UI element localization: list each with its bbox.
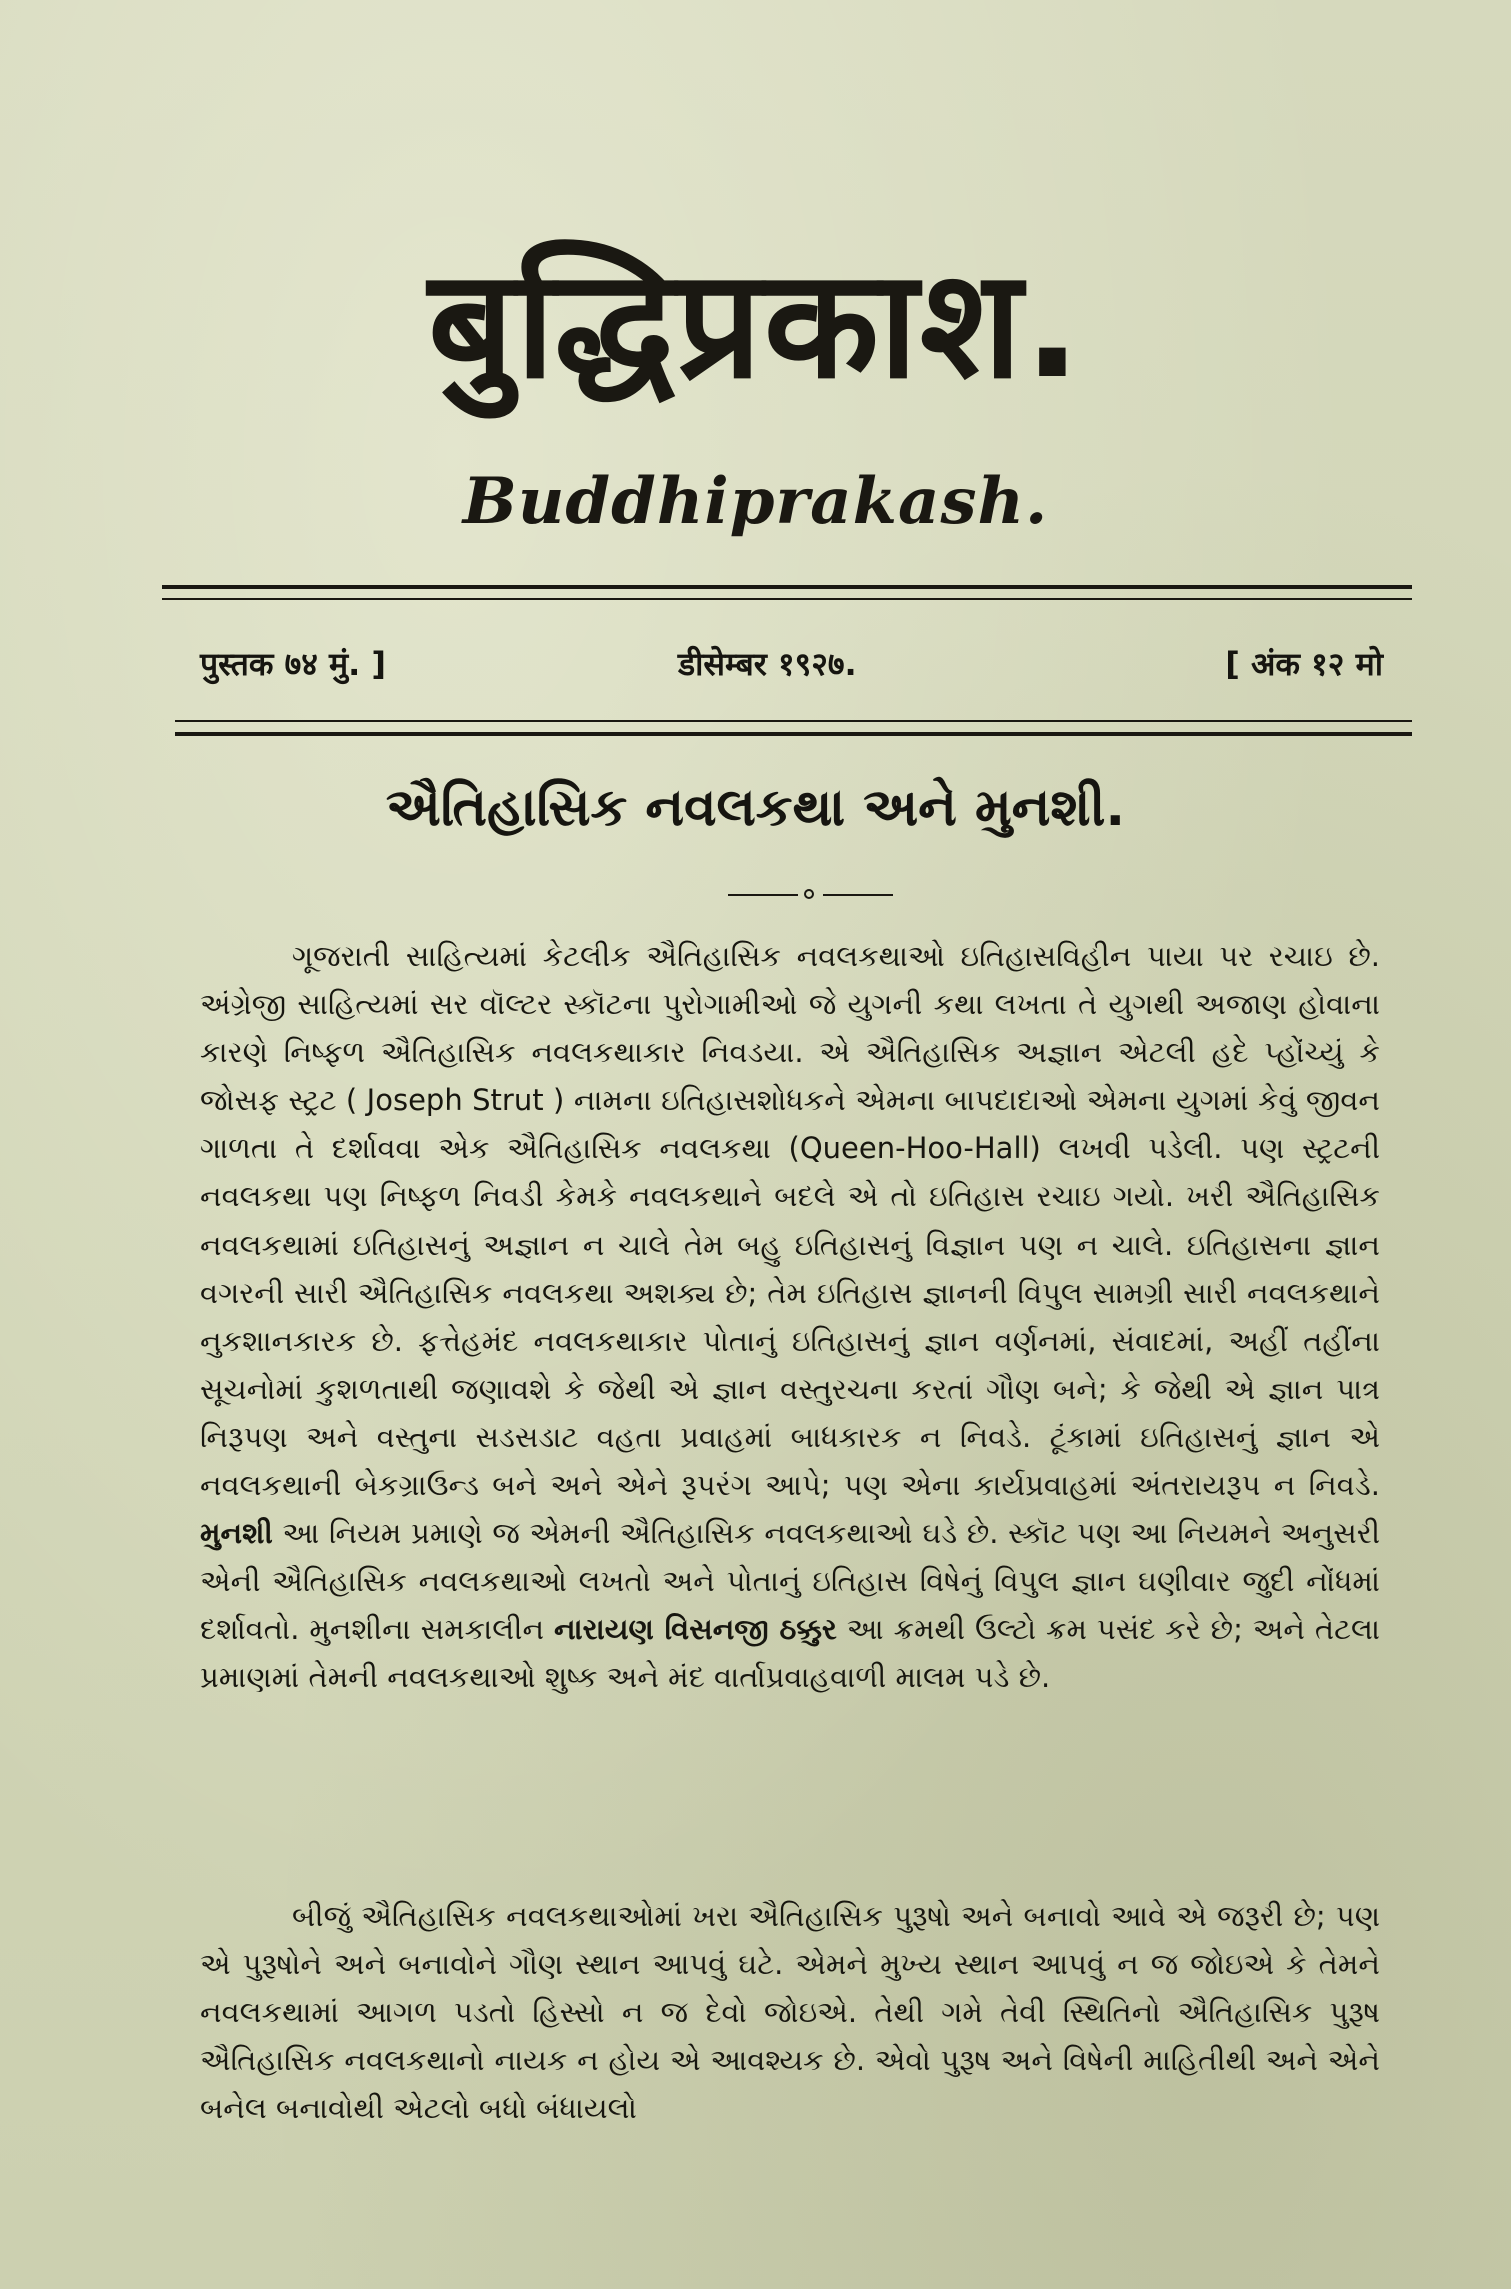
- issue-volume: पुस्तक ७४ मुं. ]: [200, 645, 387, 683]
- masthead-title-latin: Buddhiprakash.: [462, 464, 1049, 539]
- title-separator: [728, 888, 893, 902]
- header-rule-thin: [162, 598, 1412, 600]
- paragraph-text: ગૂજરાતી સાહિત્યમાં કેટલીક ઐતિહાસિક નવલકથાઓ ઇતિહાસવિહીન પાયા પર રચાઇ છે. અંગ્રેજી સાહિત્યમાં સર વૉલ્ટર સ્કૉટના પુરોગામીઓ જે યુગની કથા લખતા તે યુગથી અજાણ હોવાના કારણે નિષ્ફળ ઐતિહાસિક નવલકથાકાર નિવડયા. એ ઐતિહાસિક અજ્ઞાન એટલી હદે પ્હોંચ્યું કે જોસફ સ્ટ્રટ ( Joseph Strut ) નામના ઇતિહાસશોધકને એમના બાપદાદાઓ એમના યુગમાં કેવું જીવન ગાળતા તે દર્શાવવા એક ઐતિહાસિક નવલકથા (Queen-Hoo-Hall) લખવી પડેલી. પણ સ્ટ્રટની નવલકથા પણ નિષ્ફળ નિવડી કેમકે નવલકથાને બદલે એ તો ઇતિહાસ રચાઇ ગયો. ખરી ઐતિહાસિક નવલકથામાં ઇતિહાસનું અજ્ઞાન ન ચાલે તેમ બહુ ઇતિહાસનું વિજ્ઞાન પણ ન ચાલે. ઇતિહાસના જ્ઞાન વગરની સારી ઐતિહાસિક નવલકથા અશક્ય છે; તેમ ઇતિહાસ જ્ઞાનની વિપુલ સામગ્રી સારી નવલકથાને નુકશાનકારક છે. ફત્તેહમંદ નવલકથાકાર પોતાનું ઇતિહાસનું જ્ઞાન વર્ણનમાં, સંવાદમાં, અહીં તહીંના સૂચનોમાં કુશળતાથી જણાવશે કે જેથી એ જ્ઞાન વસ્તુરચના કરતાં ગૌણ બને; કે જેથી એ જ્ઞાન પાત્ર નિરૂપણ અને વસ્તુના સડસડાટ વહતા પ્રવાહમાં બાધકારક ન નિવડે. ટૂંકામાં ઇતિહાસનું જ્ઞાન એ નવલકથાની બેકગ્રાઉન્ડ બને અને એને રૂપરંગ આપે; પણ એના કાર્યપ્રવાહમાં અંતરાયરૂપ ન નિવડે.: [200, 939, 1380, 1503]
- paragraph-text: આ નિયમ પ્રમાણે જ એમની ઐતિહાસિક નવલકથાઓ ઘડે છે. સ્કૉટ પણ આ નિયમને અનુસરી એની ઐતિહાસિક નવલકથાઓ લખતો અને પોતાનું ઇતિહાસ વિષેનું વિપુલ જ્ઞાન ઘણીવાર જુદી નોંધમાં દર્શાવતો. મુનશીના સમકાલીન: [200, 1516, 1380, 1647]
- article-paragraph-1: [200, 932, 1380, 1702]
- issue-number: [ अंक १२ मो: [1225, 645, 1383, 683]
- masthead-title-devanagari: बुद्धिप्रकाश.: [428, 238, 1083, 412]
- issue-rule-thick: [175, 732, 1412, 736]
- issue-date: डीसेम्बर १९२७.: [678, 645, 857, 683]
- author-name-thakkur: નારાયણ વિસનજી ઠક્કુર: [553, 1612, 837, 1647]
- paragraph-text: બીજું ઐતિહાસિક નવલકથાઓમાં ખરા ઐતિહાસિક પુરૂષો અને બનાવો આવે એ જરૂરી છે; પણ એ પુરૂષોને અને બનાવોને ગૌણ સ્થાન આપવું ઘટે. એમને મુખ્ય સ્થાન આપવું ન જ જોઇએ કે તેમને નવલકથામાં આગળ પડતો હિસ્સો ન જ દેવો જોઇએ. તેથી ગમે તેવી સ્થિતિનો ઐતિહાસિક પુરૂષ ઐતિહાસિક નવલકથાનો નાયક ન હોય એ આવશ્યક છે. એવો પુરૂષ અને વિષેની માહિતીથી અને એને બનેલ બનાવોથી એટલો બધો બંધાયલો: [200, 1899, 1380, 2126]
- article-paragraph-2: [200, 1892, 1380, 2132]
- author-name-munshi: મુનશી: [200, 1516, 273, 1551]
- issue-rule-thin: [175, 720, 1412, 722]
- article-title: ઐતિહાસિક નવલકથા અને મુનશી.: [385, 778, 1126, 838]
- paragraph-text: આ ક્રમથી ઉલ્ટો ક્રમ પસંદ કરે છે; અને તેટલા પ્રમાણમાં તેમની નવલકથાઓ શુષ્ક અને મંદ વાર્તાપ્રવાહવાળી માલમ પડે છે.: [200, 1612, 1380, 1695]
- header-rule-thick: [162, 585, 1412, 589]
